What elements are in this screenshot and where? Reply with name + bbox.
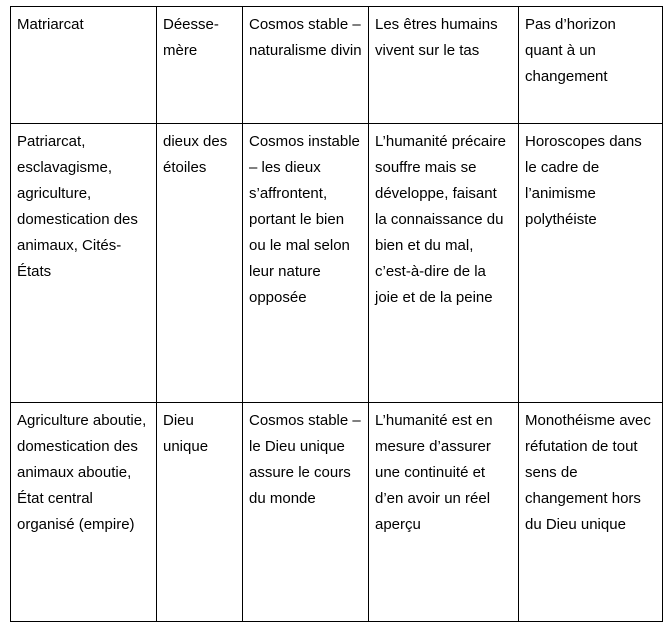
table-cell: Monothéisme avec réfutation de tout sens de changement hors du Dieu unique <box>519 403 663 622</box>
table-row <box>11 7 663 124</box>
table-cell: Matriarcat <box>11 7 157 124</box>
table-cell: Agriculture aboutie, domestication des animaux aboutie, État central organisé (empire) <box>11 403 157 622</box>
comparison-table <box>10 6 663 622</box>
table-cell: Les êtres humains vivent sur le tas <box>369 7 519 124</box>
table-cell: Cosmos instable – les dieux s’affrontent, portant le bien ou le mal selon leur nature opposée <box>243 124 369 403</box>
table-cell: Déesse-mère <box>157 7 243 124</box>
table-cell: Horoscopes dans le cadre de l’animisme polythéiste <box>519 124 663 403</box>
table-cell: L’humanité est en mesure d’assurer une continuité et d’en avoir un réel aperçu <box>369 403 519 622</box>
table-cell: Cosmos stable – naturalisme divin <box>243 7 369 124</box>
table-cell: Pas d’horizon quant à un changement <box>519 7 663 124</box>
table-row <box>11 124 663 403</box>
table-row <box>11 403 663 622</box>
table-cell: Patriarcat, esclavagisme, agriculture, domestication des animaux, Cités-États <box>11 124 157 403</box>
table-cell: L’humanité précaire souffre mais se développe, faisant la connaissance du bien et du mal, c’est-à-dire de la joie et de la peine <box>369 124 519 403</box>
table-cell: Dieu unique <box>157 403 243 622</box>
table-cell: Cosmos stable – le Dieu unique assure le cours du monde <box>243 403 369 622</box>
table-cell: dieux des étoiles <box>157 124 243 403</box>
